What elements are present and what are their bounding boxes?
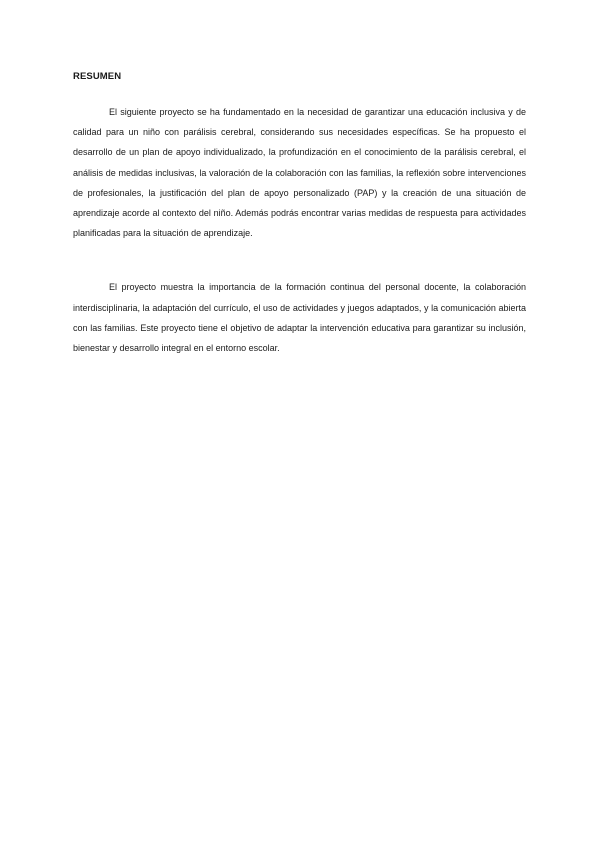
document-title: RESUMEN: [73, 71, 122, 82]
paragraph-summary: El siguiente proyecto se ha fundamentado en la necesidad de garantizar una educación inclusiva y de calidad para un niño con parálisis cerebral, considerando sus necesidades específicas. Se ha propuesto el desarrollo de un plan de apoyo individualizado, la profundización en el conocimiento de la parálisis cerebral, el análisis de medidas inclusivas, la valoración de la colaboración con las familias, la reflexión sobre intervenciones de profesionales, la justificación del plan de apoyo personalizado (PAP) y la creación de una situación de aprendizaje acorde al contexto del niño. Además podrás encontrar varias medidas de respuesta para actividades planificadas para la situación de aprendizaje.: [73, 107, 526, 239]
document-body: [73, 70, 526, 358]
paragraph-importance: El proyecto muestra la importancia de la formación continua del personal docente, la colaboración interdisciplinaria, la adaptación del currículo, el uso de actividades y juegos adaptados, y la comunicación abierta con las familias. Este proyecto tiene el objetivo de adaptar la intervención educativa para garantizar su inclusión, bienestar y desarrollo integral en el entorno escolar.: [73, 282, 526, 354]
